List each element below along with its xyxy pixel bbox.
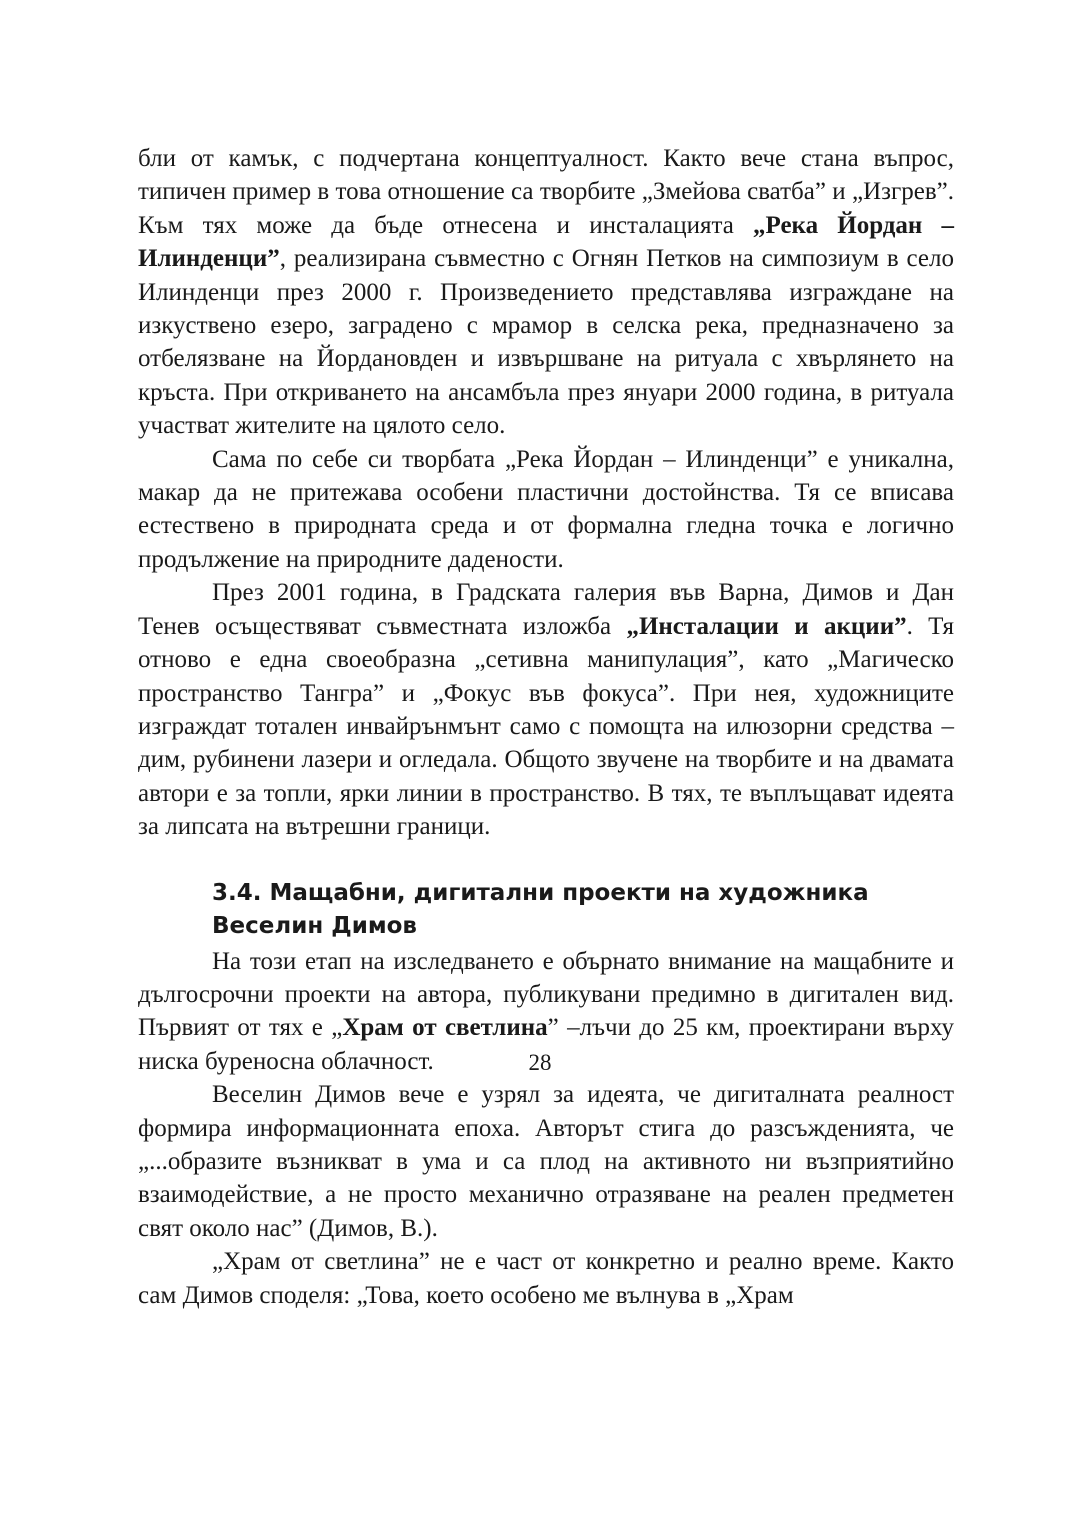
paragraph-2-text: Сама по себе си творбата „Река Йордан – Илинденци” е уникална, макар да не притежава особени пластични достойнства. Тя се вписава естествено в природната среда и от формална гледна точка е логично продължение на природните дадености.	[138, 445, 954, 573]
artwork-title-bold: „Река Йордан – Илинденци”	[138, 211, 955, 273]
paragraph-2	[138, 443, 954, 577]
paragraph-6	[138, 1245, 954, 1312]
page-number: 28	[528, 1050, 552, 1075]
paragraph-1	[138, 142, 954, 443]
section-heading	[138, 877, 954, 943]
paragraph-6-text: „Храм от светлина” не е част от конкретно и реално време. Както сам Димов споделя: „Това, което особено ме вълнува в „Храм	[138, 1248, 954, 1309]
section-heading-line-2: Веселин Димов	[212, 912, 417, 939]
paragraph-4-text-a: На този етап на изследването е обърнато внимание на мащабните и дългосрочни проекти на автора, публикувани предимно в дигитален вид. Първият от тях е „	[138, 947, 954, 1042]
paragraph-5	[138, 1078, 954, 1245]
paragraph-4-text-b: ” –лъчи до 25 км, проектирани върху ниска буреносна облачност.	[138, 1014, 954, 1075]
exhibition-title-bold: „Инсталации и акции”	[626, 612, 907, 640]
paragraph-3-text-a: През 2001 година, в Градската галерия във Варна, Димов и Дан Тенев осъществяват съвместната изложба	[138, 579, 954, 640]
paragraph-1-text-b: , реализирана съвместно с Огнян Петков на симпозиум в село Илинденци през 2000 г. Произведението представлява изграждане на изкуствено езеро, заградено с мрамор в селска река, предназначено за отбелязване на Йордановден и извършване на ритуала с хвърлянето на кръста. При откриването на ансамбъла през януари 2000 година, в ритуала участват жителите на цялото село.	[138, 245, 954, 440]
section-heading-line-1: 3.4. Мащабни, дигитални проекти на художника	[212, 879, 869, 906]
paragraph-3	[138, 576, 954, 843]
paragraph-1-text-a: бли от камък, с подчертана концептуалност. Както вече стана въпрос, типичен пример в това отношение са творбите „Змейова сватба” и „Изгрев”. Към тях може да бъде отнесена и инсталацията	[138, 145, 954, 239]
paragraph-5-text: Веселин Димов вече е узрял за идеята, че дигиталната реалност формира информационната епоха. Авторът стига до разсъжденията, че „...образите възникват в ума и са плод на активното ни възприятийно взаимодействие, а не просто механично отразяване на реален предметен свят около нас” (Димов, В.).	[138, 1081, 954, 1242]
project-title-bold: Храм от светлина	[342, 1014, 548, 1042]
page-body	[138, 142, 954, 1312]
paragraph-3-text-b: . Тя отново е една своеобразна „сетивна манипулация”, като „Магическо пространство Тангра” и „Фокус във фокуса”. При нея, художниците изграждат тотален инвайрънмънт само с помощта на илюзорни средства – дим, рубинени лазери и огледала. Общото звучене на творбите и на двамата автори е за топли, ярки линии в пространство. В тях, те въплъщават идеята за липсата на вътрешни граници.	[138, 612, 955, 841]
